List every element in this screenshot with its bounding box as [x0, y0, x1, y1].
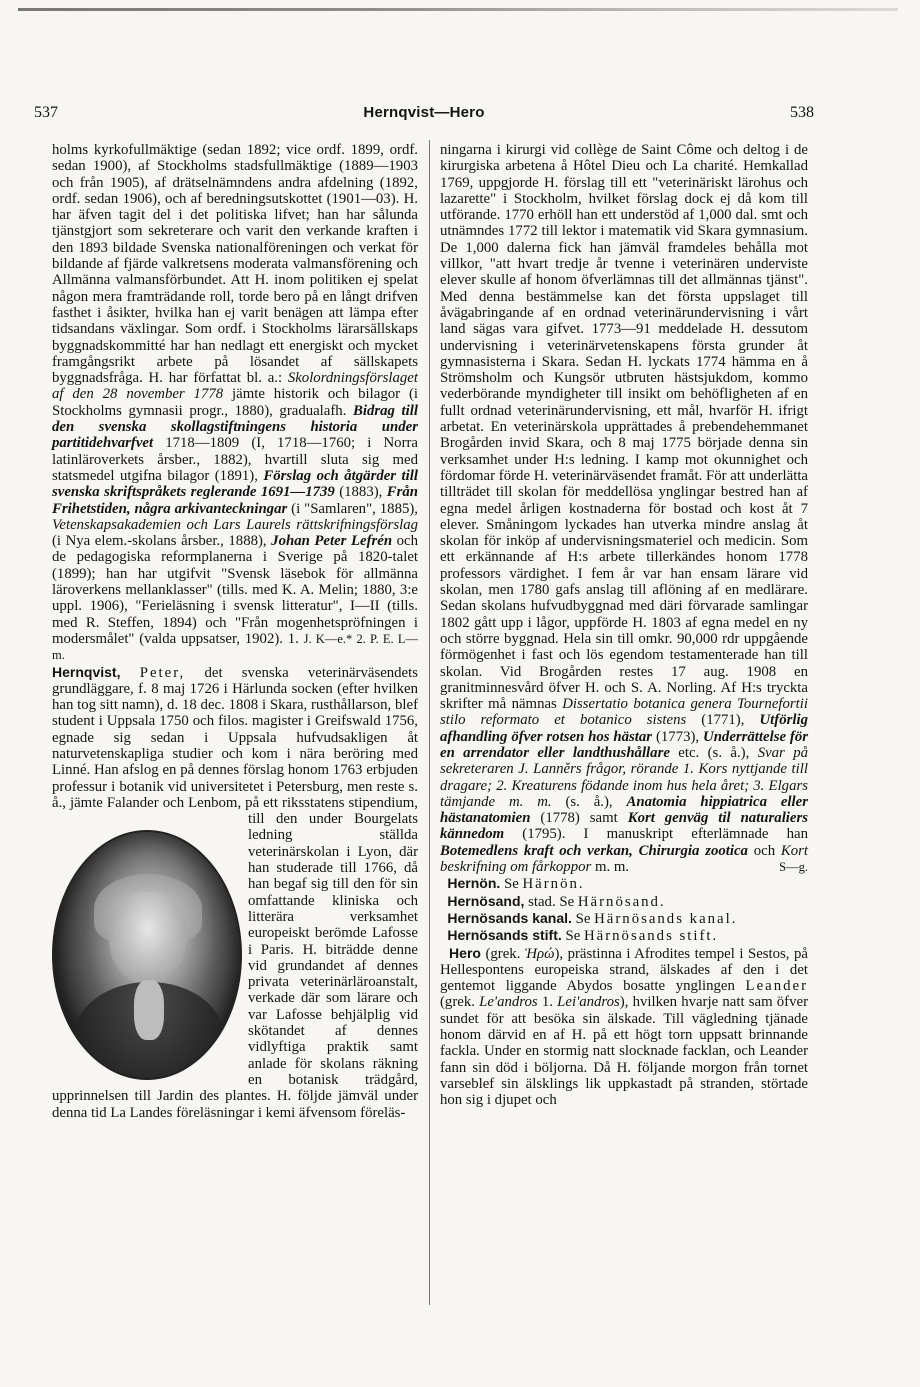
page-number-right: 538	[790, 104, 814, 121]
entry-hernon	[440, 875, 808, 892]
text: 1.	[537, 994, 558, 1011]
text: (1795). I manuskript efterlämnade han	[504, 826, 808, 843]
author-signature: S—g.	[779, 860, 808, 875]
text: holms kyrkofullmäktige (sedan 1892; vice ordf. 1899, ordf. sedan 1900), af Stockholms stadsfullmäktige (1889—1903 och från 1905), af drätselnämndens andra afdelning (1892, ordf. sedan 1906), och af beredningsutskottet (1901—03). H. har äfven tagit del i det politiska lifvet; han har sålunda tjänstgjort som sekreterare och varit den verkande kraften i den 1893 bildade Svenska nationalföreningen och verkat för bildande af fjärde valkretsens moderata valmansförening och Allmänna valmansförbundet. Att H. inom politiken ej spelat någon mera framträdande roll, torde bero på en långt drifven fasthet i åsikter, hvilka han ej varit benägen att lämpa efter tidsandans växlingar. Som ordf. i Stockholms lärarsällskaps byggnadskommitté har han nedlagt ett energiskt och mycket framgångsrikt arbete på lösandet af sällskapets byggnadsfråga. H. har författat bl. a.:	[52, 142, 418, 387]
work-title: Från Frihetstiden, några arkivanteckningar	[52, 484, 419, 517]
work-title: Botemedlens kraft och verkan, Chirurgia zootica	[440, 842, 748, 859]
right-column	[440, 142, 808, 1109]
portrait-oval	[52, 830, 242, 1080]
column-divider	[429, 140, 430, 1305]
work-title: Kort genväg til naturaliers kännedom	[440, 810, 809, 843]
text: ), hvilken hvarje natt sam öfver sundet för att besöka sin älskade. Till vägledning tjänade honom därvid en af H. på ett högt torn uppsatt brinnande fackla. Under en stormig natt slocknade facklan, och Leander fann sin död i böljorna. Då H. följande morgon från tornet varseblef sin älsklings lik uppkastadt på stranden, störtade hon sig i djupet och	[440, 994, 808, 1109]
work-title: Skolordningsförslaget af den 28 november 1778	[52, 370, 418, 403]
cross-reference: Härnösands stift.	[583, 928, 719, 945]
entry-headword: Hernösands stift.	[447, 927, 562, 944]
entry-headword: Hernqvist,	[52, 663, 121, 680]
work-title: Vetenskapsakademien och Lars Laurels rättskrifningsförslag	[52, 516, 418, 533]
text: Se	[500, 876, 523, 893]
text: det svenska veterinärväsendets grundläggare, f. 8 maj 1726 i Härlunda socken (efter hvilken han tog sitt namn), d. 18 dec. 1808 i Skara, rusthållarson, blef student i Uppsala 1750 och filos. magister i Greifswald 1756, egnade sig sedan i Uppsala hufvudsakligen åt naturvetenskapliga studier och kom i nära beröring med Linné. Han afslog en på dennes förslag honom 1763 erbjuden professur i botanik vid universitetet i Petersburg, men reste s. å., jämte Falander och Lenbom, på ett riksstatens stipendium, till den under Bourgelats ledning ställda veterinärskolan i Lyon, där han studerade till 1766, då han begaf sig till den för sin omfattande kliniska och litterära verksamhet europeiskt berömde Lafosse i Paris. H. biträdde denne vid grundandet af dennes privata veterinärläroanstalt, verkade där som lärare och var Lafosse behjälplig vid skötandet af dennes vidlyftiga praktik samt anlade för skolans räkning en botanisk trädgård, upprinnelsen till Jardin des plantes. H. följde jämväl under denna tid La Landes föreläsningar i kemi äfvensom föreläs-	[52, 664, 418, 1121]
entry-headword: Hernön.	[447, 875, 501, 892]
cross-reference: Härnösand.	[577, 893, 666, 910]
running-head: Hernqvist—Hero	[363, 104, 485, 121]
text: (1773),	[652, 728, 704, 745]
work-title: Underrättelse för en arrendator eller landthushållare	[440, 728, 809, 761]
text: (grek.	[440, 994, 480, 1011]
text: (grek.	[480, 945, 525, 962]
entry-headword: Hero	[449, 944, 481, 961]
work-title: Utförlig afhandling öfver rotsen hos hästar	[440, 712, 808, 745]
work-title: Dissertatio botanica genera Tournefortii stilo reformato et botanico sistens	[440, 696, 808, 729]
greek-word: Ἡρώ	[524, 945, 555, 962]
text: stad. Se	[524, 893, 578, 910]
entry-forename: Peter,	[139, 664, 186, 681]
text: 1718—1809 (I, 1718—1760; i Norra latinläroverkets årsber., 1882), hvartill sluta sig med statsmedel utgifna bilagor (1891),	[52, 435, 418, 484]
text: Se	[571, 910, 595, 927]
portrait-jabot	[134, 980, 164, 1040]
portrait-image	[52, 830, 242, 1080]
text: (s. å.),	[551, 793, 627, 810]
entry-continuation	[52, 142, 418, 664]
cross-reference: Härnösands kanal.	[594, 910, 738, 927]
text: (1771),	[686, 712, 760, 729]
page-number-left: 537	[34, 104, 58, 121]
text: (1778) samt	[530, 810, 628, 827]
text: ningarna i kirurgi vid collège de Saint Côme och deltog i de kirurgiska arbetena å Hôtel Dieu och La charité. Hemkallad 1769, uppgjorde H. förslag till ett "veterinäriskt lärohus och lazarette" i Stockholm, hvilket förslag dock ej då kom till utförande. 1770 erhöll han ett understöd af 1,000 dal. smt och utnämndes 1772 till lektor i matematik vid Skara gymnasium. De 1,000 dalerna fick han jämväl framdeles behålla mot villkor, "att hvart tredje år tvenne i veterinären underviste elever skulle af honom öfverlämnas till det allmännas tjänst". Med denna bestämmelse kan det första uppslaget till åvägabringande af en ordnad veterinärundervisning i vårt land sägas vara gifvet. 1773—91 meddelade H. dessutom undervisning i veterinärvetenskapens första grunder åt gymnasisterna i Skara. Sedan H. lyckats 1774 hämma en å Strömsholm och Kungsör utbruten hästsjukdom, kommo vederbörande myndigheter till insikt om behöfligheten af en fullt ordnad veterinärundervisning, ett mål, hvarför H. ifrigt arbetat. En veterinärskola upprättades å prebendehemmanet Brogården invid Skara, och 8 maj 1775 började denna sin verksamhet under H:s ledning. I kamp mot okunnighet och fördomar förde H. veterinärväsendet framåt. För att underlätta tillträdet till skolan för meddellösa ynglingar bestred han af egna medel årligen kostnaderna för bostad och kost åt 7 elever. Småningom lyckades han utverka mindre anslag åt skolan för inköp af undervisningsmateriel och medicin. Som ett erkännande af H:s arbete tillerkändes honom 1778 professors värdighet. I fem år var han ensam lärare vid skolan, men 1780 gafs anslag till aflöning af en medlärare. Sedan skolans hufvudbyggnad med däri förvarade samlingar 1802 gått upp i lågor, uppförde H. 1803 af egna medel en ny och större byggnad. Hela sin till omkr. 90,000 rdr uppgående förmögenhet i fast och lös egendom testamenterade han till skolan. Vid Brogården restes 17 aug. 1908 en granitminnesvård öfver H. och S. A. Norling. Af H:s tryckta skrifter må nämnas	[440, 142, 808, 713]
text: och	[747, 842, 781, 859]
work-title: Svar på sekreteraren J. Lanněrs frågor, rörande 1. Kors nyttjande till dragare; 2. Kreaturens födande inom hus hela året; 3. Elgars tämjande m. m.	[440, 744, 808, 810]
greek-word: Le'andros	[479, 994, 538, 1011]
entry-hero	[440, 945, 808, 1109]
work-title: Johan Peter Lefrén	[271, 533, 393, 550]
cross-reference: Härnön.	[522, 876, 585, 893]
entry-continuation-right	[440, 142, 808, 875]
text: etc. (s. å.),	[669, 744, 758, 761]
text: m. m.	[591, 859, 630, 876]
text: (i Nya elem.-skolans årsber., 1888),	[52, 533, 272, 550]
text: Se	[561, 928, 584, 945]
work-title: Bidrag till den svenska skollagstiftningens historia under partitidehvarfvet	[52, 402, 419, 452]
greek-word: Lei'andros	[557, 994, 620, 1011]
text: ), prästinna i Afrodites tempel i Sestos, på Hellespontens europeiska strand, älskades af den i det gentemot liggande Abydos bosatte ynglingen	[440, 945, 808, 995]
entry-hernosands-kanal	[440, 910, 808, 927]
entry-headword: Hernösands kanal.	[447, 909, 572, 926]
work-title: Kort beskrifning om fårkoppor	[440, 842, 808, 876]
entry-hernosands-stift	[440, 927, 808, 944]
portrait-face	[109, 892, 187, 984]
entry-hernosand	[440, 893, 808, 910]
author-signature: J. K—e.* 2. P. E. L—m.	[52, 631, 418, 663]
work-title: Anatomia hippiatrica eller hästanatomien	[440, 793, 808, 827]
page-header	[34, 104, 814, 128]
entry-headword: Hernösand,	[447, 892, 525, 909]
text: (i "Samlaren", 1885),	[287, 500, 418, 517]
work-title: Förslag och åtgärder till svenska skriftspråkets reglerande 1691—1739	[52, 467, 418, 501]
text: och de pedagogiska reformplanerna i Sverige på 1820-talet (1899); han har utgifvit "Svensk läsebok för allmänna läroverkens mellanklasser" (tills. med K. A. Melin; 1880, 3:e uppl. 1906), "Ferieläsning i svensk litteratur", I—II (tills. med R. Steffen, 1894) och "Från mogenhetspröfningen i modersmålet" (valda uppsatser, 1902). 1.	[52, 533, 418, 647]
top-edge-line	[18, 8, 898, 11]
text: (1883),	[334, 484, 387, 501]
person-name: Leander	[745, 978, 808, 995]
text: jämte historik och bilagor (i Stockholms gymnasii progr., 1880), gradualafh.	[52, 386, 418, 419]
